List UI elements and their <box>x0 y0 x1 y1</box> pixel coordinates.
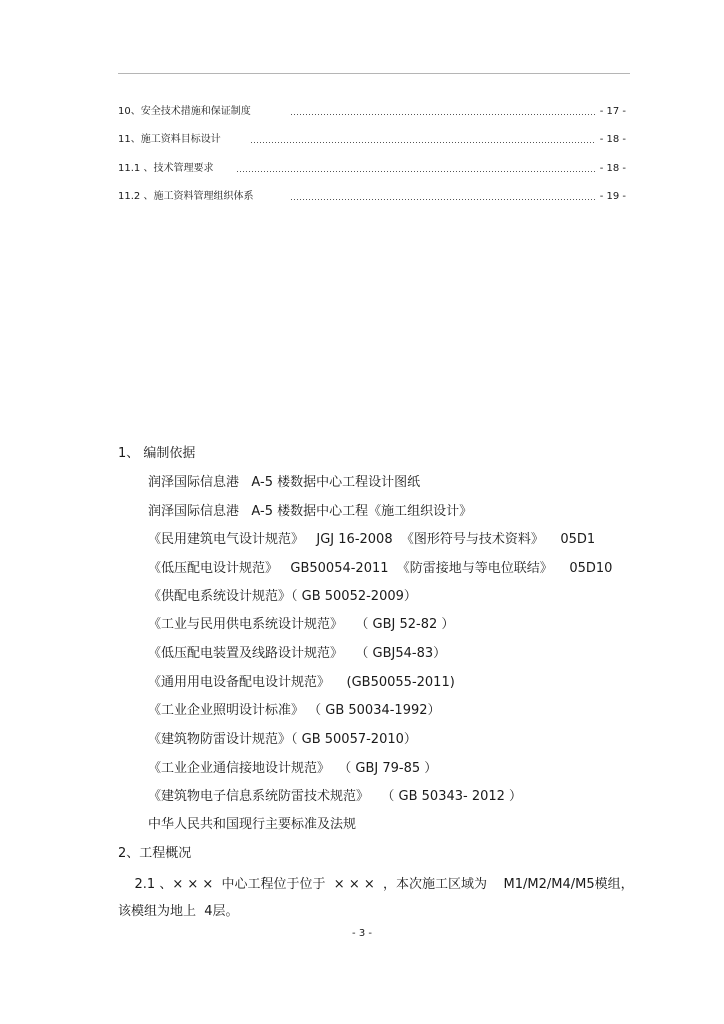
toc-leader <box>250 134 596 143</box>
toc-leader <box>290 106 596 115</box>
toc-page: - 18 - <box>599 134 626 145</box>
toc-page: - 19 - <box>599 191 626 202</box>
reference-item: 《工业企业照明设计标准》 （ GB 50034-1992） <box>148 703 441 718</box>
reference-item: 润泽国际信息港 A-5 楼数据中心工程《施工组织设计》 <box>148 504 473 519</box>
toc-leader <box>290 191 596 200</box>
toc-label: 11.2 、施工资料管理组织体系 <box>118 191 254 202</box>
reference-item: 《建筑物防雷设计规范》（ GB 50057-2010） <box>148 732 417 747</box>
toc-page: - 18 - <box>599 163 626 174</box>
toc-label: 11、施工资料目标设计 <box>118 134 221 145</box>
toc-leader <box>236 163 596 172</box>
reference-item: 《低压配电装置及线路设计规范》 （ GBJ54-83） <box>148 646 447 661</box>
reference-item: 《建筑物电子信息系统防雷技术规范》 （ GB 50343- 2012 ） <box>148 789 523 804</box>
paragraph-line: 2.1 、× × × 中心工程位于位于 × × × ，本次施工区域为 M1/M2/M4/M5模组， <box>118 877 634 892</box>
page-number: - 3 - <box>352 928 372 939</box>
paragraph-line: 该模组为地上 4层。 <box>118 904 239 919</box>
reference-item: 《通用用电设备配电设计规范》 (GB50055-2011) <box>148 675 455 690</box>
reference-item: 润泽国际信息港 A-5 楼数据中心工程设计图纸 <box>148 475 421 490</box>
section-heading: 1、 编制依据 <box>118 446 196 461</box>
reference-item: 《工业企业通信接地设计规范》 （ GBJ 79-85 ） <box>148 761 438 776</box>
toc-page: - 17 - <box>599 106 626 117</box>
toc-label: 10、安全技术措施和保证制度 <box>118 106 251 117</box>
section-heading: 2、工程概况 <box>118 846 192 861</box>
header-rule <box>118 73 630 74</box>
reference-item: 《低压配电设计规范》 GB50054-2011 《防雷接地与等电位联结》 05D10 <box>148 561 613 576</box>
reference-item: 《供配电系统设计规范》（ GB 50052-2009） <box>148 589 417 604</box>
reference-item: 《民用建筑电气设计规范》 JGJ 16-2008 《图形符号与技术资料》 05D1 <box>148 532 596 547</box>
toc-label: 11.1 、技术管理要求 <box>118 163 214 174</box>
reference-item: 《工业与民用供电系统设计规范》 （ GBJ 52-82 ） <box>148 617 455 632</box>
reference-item: 中华人民共和国现行主要标准及法规 <box>148 817 357 832</box>
